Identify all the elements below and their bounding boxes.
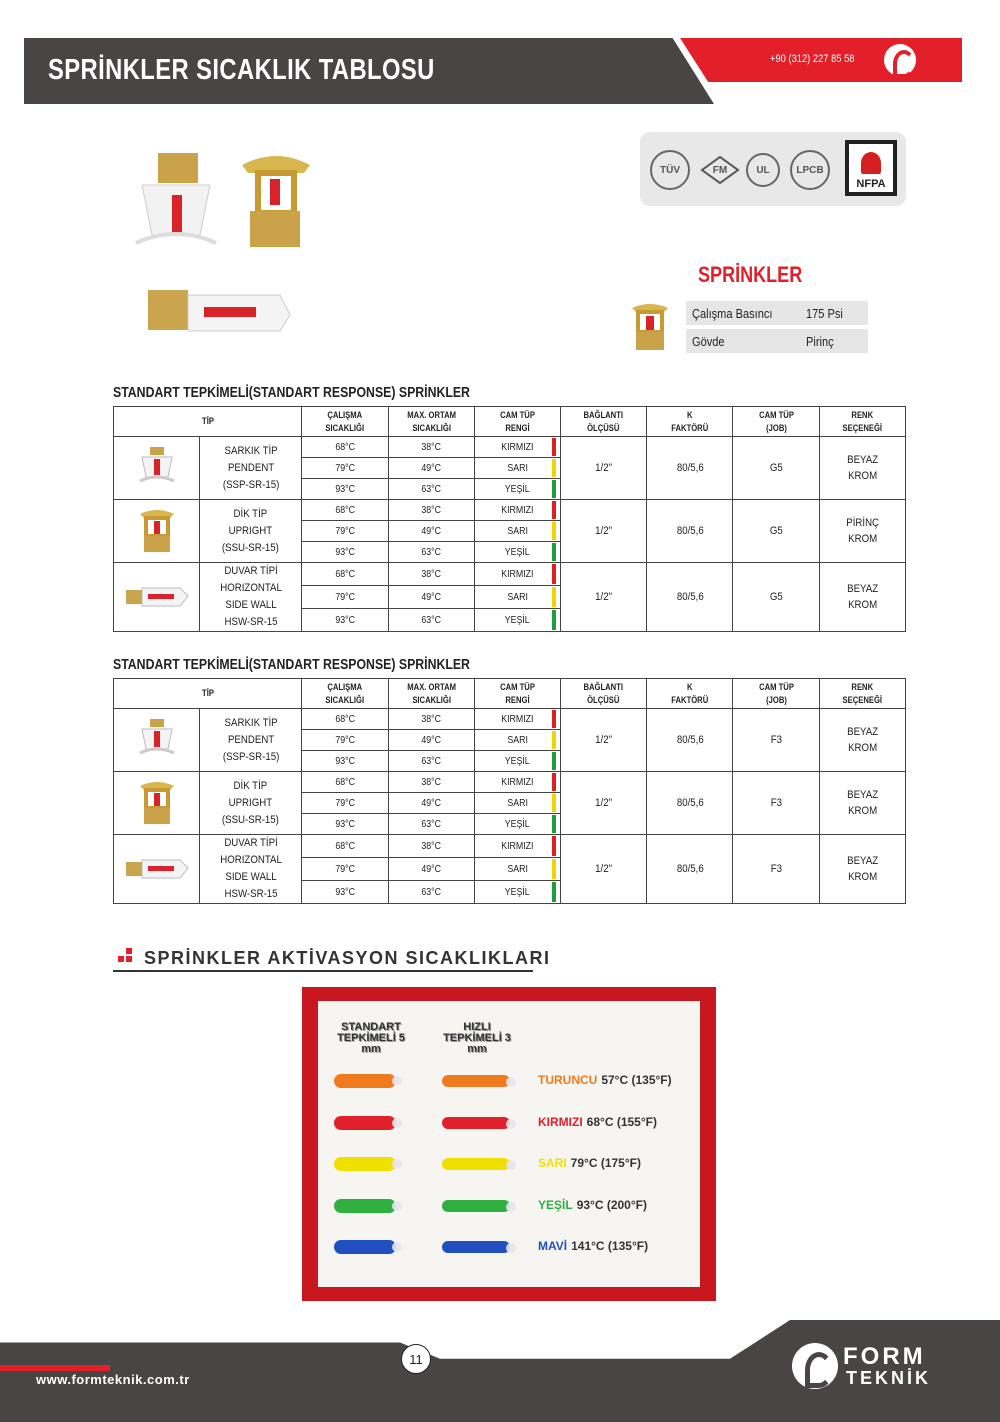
max-ambient-temp: 63°C: [388, 542, 474, 563]
working-temp: 79°C: [302, 521, 388, 542]
header-tip: TİP: [114, 679, 302, 709]
fast-bulb-icon: [442, 1075, 510, 1087]
connection-size: 1/2": [561, 709, 647, 772]
working-temp: 79°C: [302, 793, 388, 814]
tube-color: SARI: [474, 730, 560, 751]
header-col-3: CAM TÜP RENGİ: [474, 679, 560, 709]
tube-color: YEŞİL: [474, 542, 560, 563]
lpcb-cert-icon: LPCB: [790, 150, 830, 190]
table-row: [114, 500, 906, 521]
tube-color: KIRMIZI: [474, 709, 560, 730]
phone-number: +90 (312) 227 85 58: [770, 53, 855, 65]
product-image: [114, 835, 200, 904]
working-temp: 79°C: [302, 730, 388, 751]
k-factor: 80/5,6: [647, 500, 733, 563]
table-row: [114, 772, 906, 793]
standard-bulb-icon: [334, 1116, 396, 1130]
working-temp: 68°C: [302, 772, 388, 793]
glass-tube-job: F3: [733, 709, 819, 772]
max-ambient-temp: 63°C: [388, 609, 474, 632]
max-ambient-temp: 63°C: [388, 881, 474, 904]
activation-temp-label: [538, 1073, 672, 1087]
working-temp: 93°C: [302, 479, 388, 500]
brand-name-2: TEKNİK: [846, 1368, 931, 1388]
section-underline: [113, 970, 533, 972]
product-name: SARKIK TİP PENDENT (SSP-SR-15): [200, 437, 302, 500]
product-name: DİK TİP UPRIGHT (SSU-SR-15): [200, 772, 302, 835]
max-ambient-temp: 38°C: [388, 772, 474, 793]
color-option: BEYAZ KROM: [819, 835, 905, 904]
spec-row-body: Gövde Pirinç: [686, 329, 868, 353]
working-temp: 79°C: [302, 858, 388, 881]
working-temp: 68°C: [302, 500, 388, 521]
website-link[interactable]: www.formteknik.com.tr: [36, 1372, 190, 1387]
color-option: BEYAZ KROM: [819, 437, 905, 500]
tube-color: YEŞİL: [474, 479, 560, 500]
header-col-7: RENK SEÇENEĞİ: [819, 407, 905, 437]
footer-accent: [0, 1365, 110, 1371]
tube-color: YEŞİL: [474, 814, 560, 835]
k-factor: 80/5,6: [647, 437, 733, 500]
working-temp: 93°C: [302, 881, 388, 904]
connection-size: 1/2": [561, 563, 647, 632]
glass-tube-job: G5: [733, 437, 819, 500]
connection-size: 1/2": [561, 437, 647, 500]
tuv-cert-icon: TÜV: [650, 150, 690, 190]
product-image: [114, 437, 200, 500]
working-temp: 68°C: [302, 437, 388, 458]
k-factor: 80/5,6: [647, 772, 733, 835]
activation-title: SPRİNKLER AKTİVASYON SICAKLIKLARI: [144, 948, 551, 968]
header-col-2: MAX. ORTAM SICAKLIĞI: [388, 679, 474, 709]
working-temp: 93°C: [302, 751, 388, 772]
header-tip: TİP: [114, 407, 302, 437]
activation-temp-label: [538, 1115, 657, 1129]
tube-color: KIRMIZI: [474, 437, 560, 458]
table-row: [114, 709, 906, 730]
fast-bulb-icon: [442, 1241, 510, 1253]
glass-tube-job: F3: [733, 835, 819, 904]
header-col-3: CAM TÜP RENGİ: [474, 407, 560, 437]
header-col-6: CAM TÜP (JOB): [733, 407, 819, 437]
col-fast-header: HIZLI TEPKİMELİ 3 mm: [443, 1021, 511, 1055]
standard-bulb-icon: [334, 1199, 396, 1213]
tube-color: SARI: [474, 586, 560, 609]
temp-value: 68°C (155°F): [586, 1114, 657, 1129]
page-title: SPRİNKLER SICAKLIK TABLOSU: [48, 54, 435, 86]
standard-bulb-icon: [334, 1240, 396, 1254]
ul-cert-icon: UL: [746, 153, 780, 187]
max-ambient-temp: 38°C: [388, 835, 474, 858]
color-name: YEŞİL: [538, 1197, 573, 1212]
nfpa-cert-icon: NFPA: [845, 140, 897, 196]
working-temp: 93°C: [302, 609, 388, 632]
temp-value: 79°C (175°F): [570, 1156, 641, 1170]
activation-temp-label: [538, 1156, 641, 1170]
header-col-2: MAX. ORTAM SICAKLIĞI: [388, 407, 474, 437]
fm-cert-icon: FM: [700, 150, 740, 190]
temp-value: 141°C (135°F): [571, 1239, 649, 1253]
header-col-1: ÇALIŞMA SICAKLIĞI: [302, 679, 388, 709]
spec-table-1: [113, 406, 906, 632]
header-col-5: K FAKTÖRÜ: [647, 407, 733, 437]
product-image: [114, 772, 200, 835]
table-row: [114, 563, 906, 586]
product-name: SARKIK TİP PENDENT (SSP-SR-15): [200, 709, 302, 772]
product-name: DUVAR TİPİ HORIZONTAL SIDE WALL HSW-SR-15: [200, 835, 302, 904]
tube-color: SARI: [474, 858, 560, 881]
max-ambient-temp: 63°C: [388, 479, 474, 500]
glass-tube-job: G5: [733, 500, 819, 563]
form-teknik-logo-icon: [792, 1343, 838, 1389]
tube-color: YEŞİL: [474, 751, 560, 772]
max-ambient-temp: 49°C: [388, 858, 474, 881]
fast-bulb-icon: [442, 1117, 510, 1129]
standard-bulb-icon: [334, 1157, 396, 1171]
tube-color: SARI: [474, 793, 560, 814]
header-col-7: RENK SEÇENEĞİ: [819, 679, 905, 709]
temp-value: 57°C (135°F): [601, 1073, 672, 1087]
color-option: PİRİNÇ KROM: [819, 500, 905, 563]
k-factor: 80/5,6: [647, 709, 733, 772]
color-option: BEYAZ KROM: [819, 772, 905, 835]
color-name: TURUNCU: [538, 1073, 598, 1087]
tube-color: SARI: [474, 521, 560, 542]
header-col-4: BAĞLANTI ÖLÇÜSÜ: [561, 407, 647, 437]
max-ambient-temp: 38°C: [388, 500, 474, 521]
fast-bulb-icon: [442, 1158, 510, 1170]
activation-temp-label: [538, 1239, 648, 1253]
product-name: DİK TİP UPRIGHT (SSU-SR-15): [200, 500, 302, 563]
header-col-4: BAĞLANTI ÖLÇÜSÜ: [561, 679, 647, 709]
spec-row-pressure: Çalışma Basıncı 175 Psi: [686, 301, 868, 325]
product-image: [114, 563, 200, 632]
tube-color: KIRMIZI: [474, 772, 560, 793]
working-temp: 68°C: [302, 563, 388, 586]
header-col-1: ÇALIŞMA SICAKLIĞI: [302, 407, 388, 437]
tube-color: SARI: [474, 458, 560, 479]
max-ambient-temp: 49°C: [388, 586, 474, 609]
max-ambient-temp: 49°C: [388, 458, 474, 479]
color-name: MAVİ: [538, 1239, 568, 1253]
max-ambient-temp: 49°C: [388, 730, 474, 751]
working-temp: 79°C: [302, 458, 388, 479]
header-col-6: CAM TÜP (JOB): [733, 679, 819, 709]
table1-title: STANDART TEPKİMELİ(STANDART RESPONSE) SPRİNKLER: [113, 384, 470, 401]
spec-table-2: [113, 678, 906, 904]
temp-value: 93°C (200°F): [576, 1197, 647, 1212]
tube-color: YEŞİL: [474, 609, 560, 632]
tube-color: KIRMIZI: [474, 835, 560, 858]
working-temp: 93°C: [302, 814, 388, 835]
table-row: [114, 835, 906, 858]
max-ambient-temp: 38°C: [388, 563, 474, 586]
glass-tube-job: G5: [733, 563, 819, 632]
brand-name-1: FORM: [843, 1343, 926, 1370]
connection-size: 1/2": [561, 500, 647, 563]
max-ambient-temp: 49°C: [388, 521, 474, 542]
product-image: [114, 709, 200, 772]
section-squares-icon: [116, 948, 134, 966]
table2-title: STANDART TEPKİMELİ(STANDART RESPONSE) SPRİNKLER: [113, 656, 470, 673]
fast-bulb-icon: [442, 1200, 510, 1212]
tube-color: KIRMIZI: [474, 500, 560, 521]
color-option: BEYAZ KROM: [819, 709, 905, 772]
connection-size: 1/2": [561, 772, 647, 835]
working-temp: 68°C: [302, 835, 388, 858]
max-ambient-temp: 38°C: [388, 709, 474, 730]
max-ambient-temp: 63°C: [388, 751, 474, 772]
working-temp: 93°C: [302, 542, 388, 563]
color-name: KIRMIZI: [538, 1114, 583, 1129]
k-factor: 80/5,6: [647, 563, 733, 632]
header-col-5: K FAKTÖRÜ: [647, 679, 733, 709]
tube-color: KIRMIZI: [474, 563, 560, 586]
product-name: DUVAR TİPİ HORIZONTAL SIDE WALL HSW-SR-15: [200, 563, 302, 632]
page-number: 11: [401, 1344, 431, 1374]
color-option: BEYAZ KROM: [819, 563, 905, 632]
glass-tube-job: F3: [733, 772, 819, 835]
sprinkler-title: SPRİNKLER: [698, 262, 803, 287]
k-factor: 80/5,6: [647, 835, 733, 904]
standard-bulb-icon: [334, 1074, 396, 1088]
sprinkler-thumbnail-image: [630, 300, 670, 352]
col-standard-header: STANDART TEPKİMELİ 5 mm: [337, 1021, 405, 1055]
activation-temp-label: [538, 1198, 647, 1212]
max-ambient-temp: 49°C: [388, 793, 474, 814]
tube-color: YEŞİL: [474, 881, 560, 904]
connection-size: 1/2": [561, 835, 647, 904]
color-name: SARI: [538, 1156, 567, 1170]
max-ambient-temp: 63°C: [388, 814, 474, 835]
working-temp: 68°C: [302, 709, 388, 730]
product-image: [114, 500, 200, 563]
sprinkler-products-image: [130, 145, 310, 355]
working-temp: 79°C: [302, 586, 388, 609]
max-ambient-temp: 38°C: [388, 437, 474, 458]
brand-logo-icon: [884, 44, 916, 76]
table-row: [114, 437, 906, 458]
